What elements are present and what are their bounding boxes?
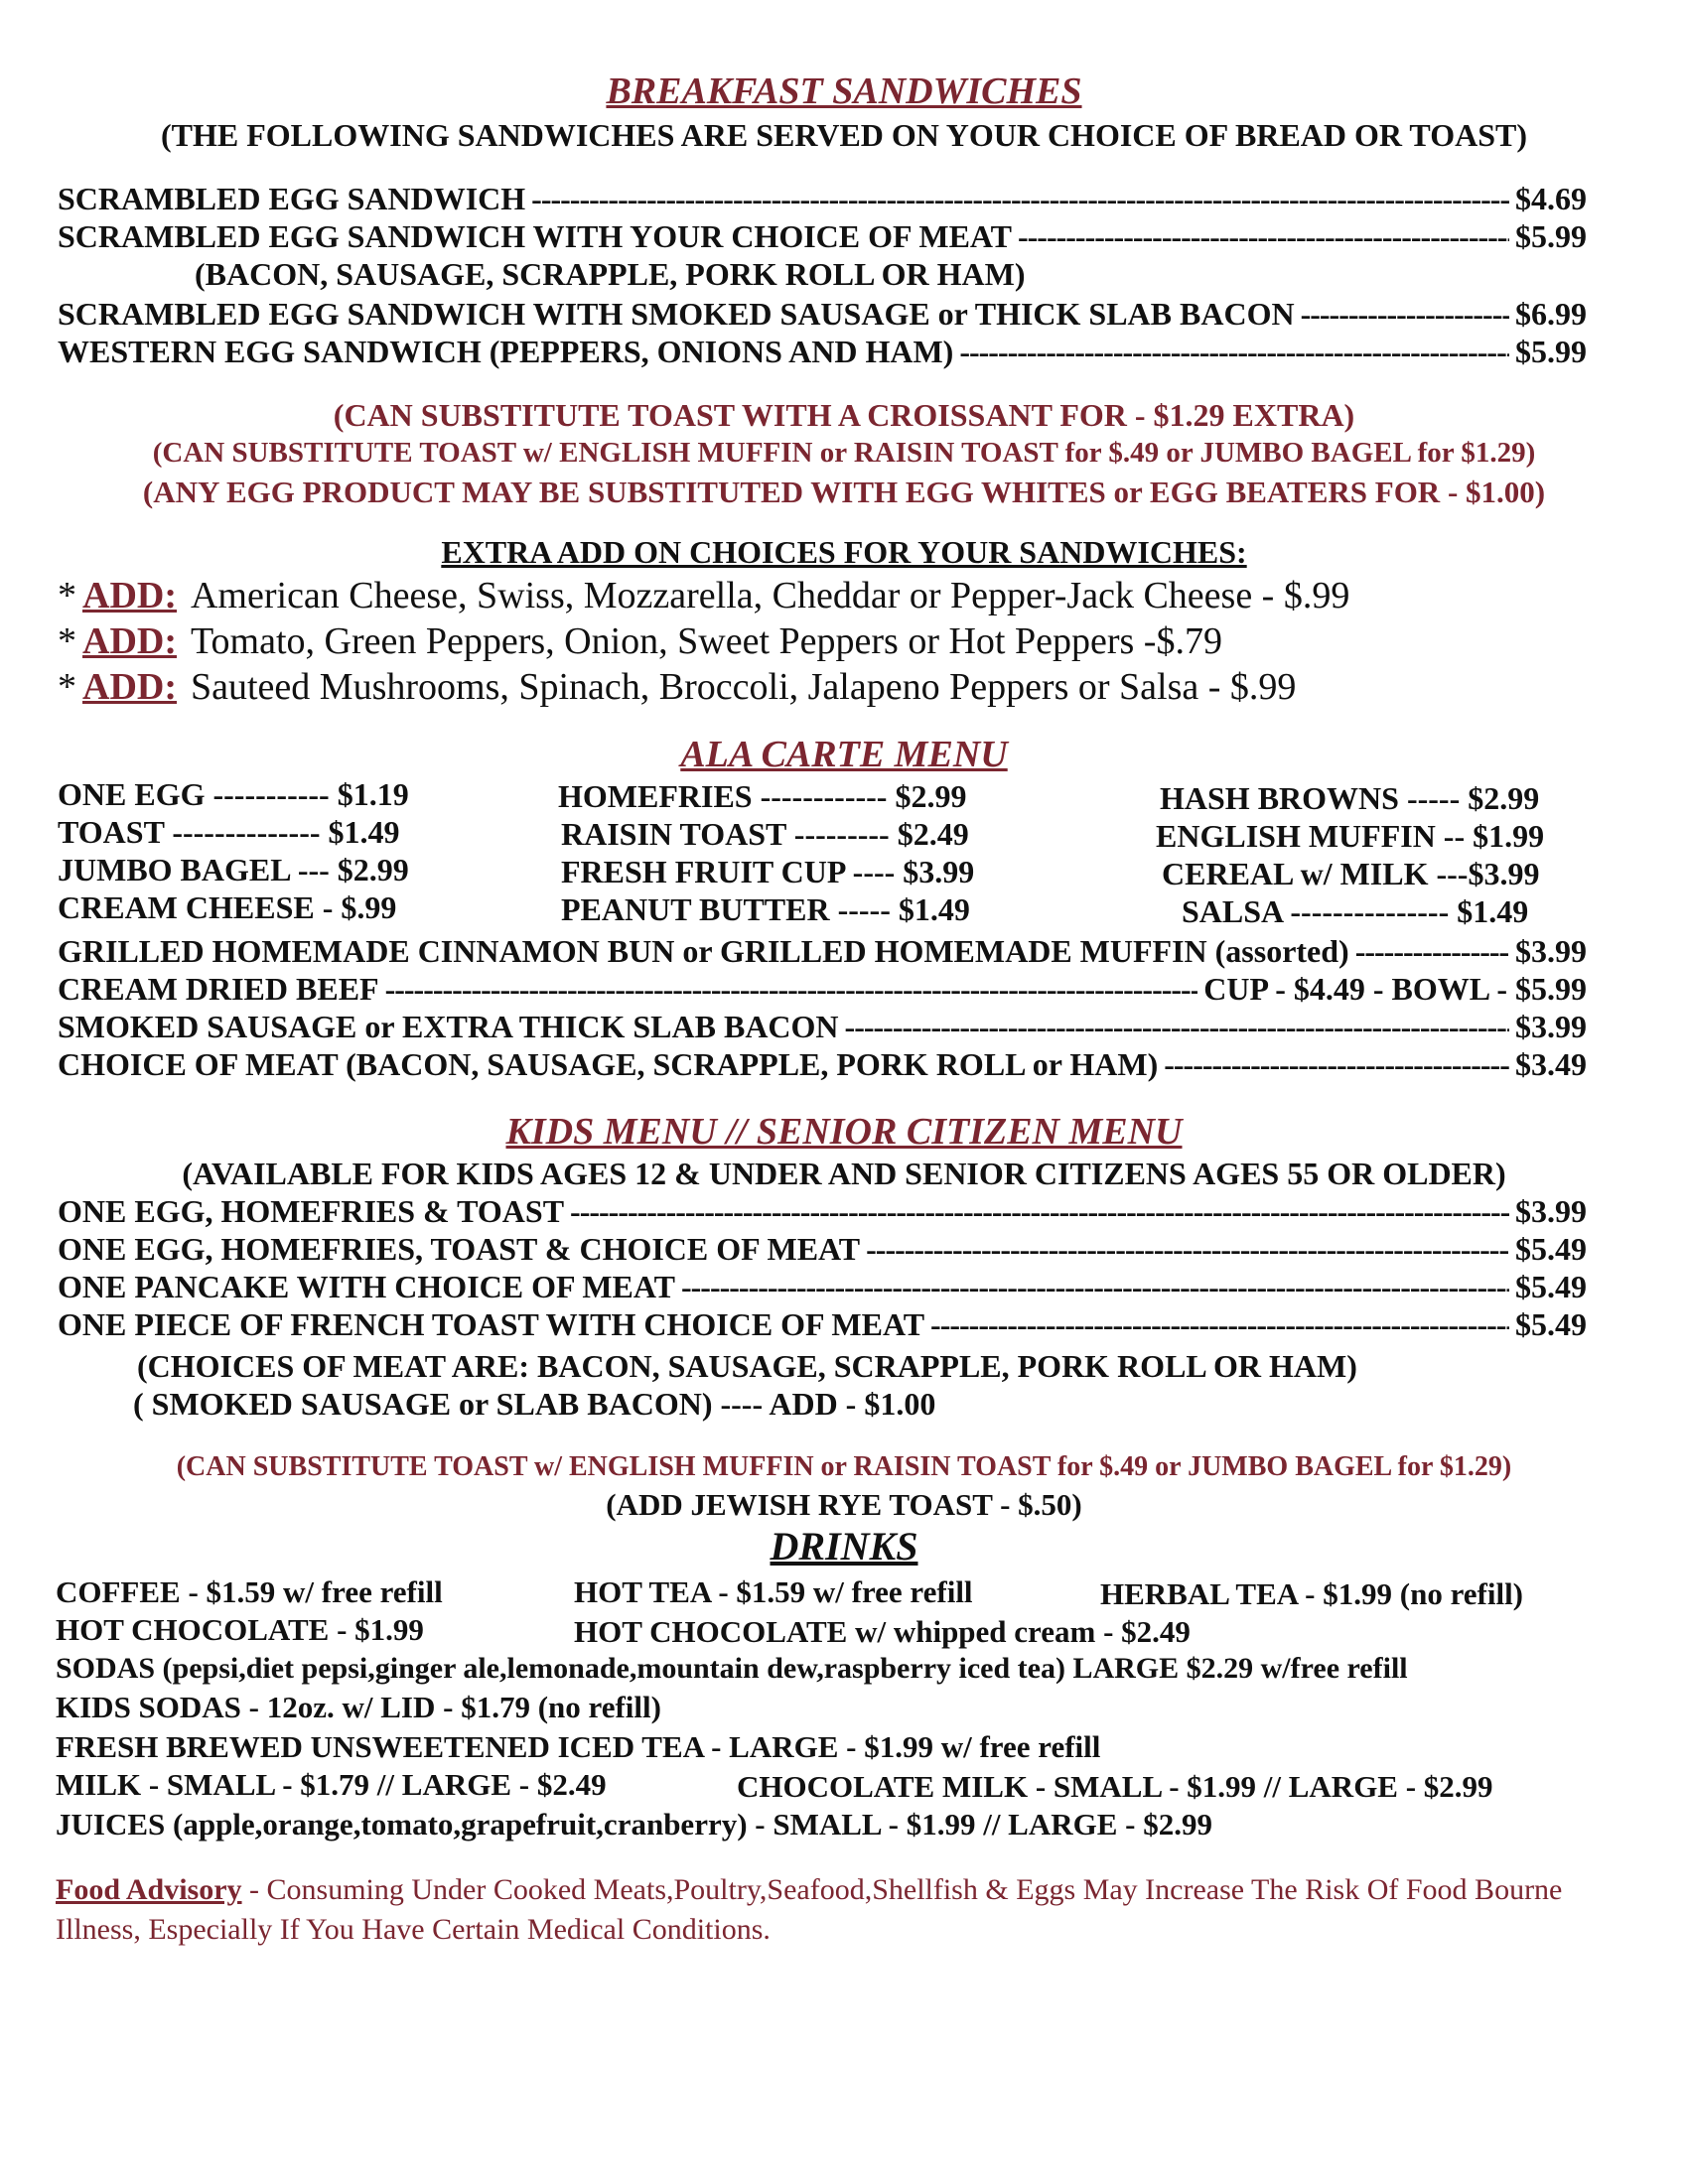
kids-subtitle: (AVAILABLE FOR KIDS AGES 12 & UNDER AND SENIOR CITIZENS AGES 55 OR OLDER): [182, 1156, 1506, 1191]
drink-item: HOT TEA - $1.59 w/ free refill: [574, 1574, 973, 1609]
muffin-substitution: (CAN SUBSTITUTE TOAST w/ ENGLISH MUFFIN or RAISIN TOAST for $.49 or JUMBO BAGEL for $1.29): [152, 437, 1536, 469]
item-price: $3.99: [1515, 1193, 1587, 1229]
dot-leader: [866, 1231, 1509, 1267]
menu-item: [58, 933, 1587, 969]
rye-note: (ADD JEWISH RYE TOAST - $.50): [606, 1487, 1082, 1522]
menu-item: [58, 296, 1587, 332]
item-name: WESTERN EGG SANDWICH (PEPPERS, ONIONS AND HAM): [58, 334, 954, 369]
drink-item: FRESH BREWED UNSWEETENED ICED TEA - LARGE - $1.99 w/ free refill: [56, 1729, 1101, 1764]
item-price: $3.49: [1515, 1046, 1587, 1082]
dot-leader: [531, 181, 1509, 216]
item-name: SCRAMBLED EGG SANDWICH WITH YOUR CHOICE OF MEAT: [58, 218, 1012, 254]
addon-line: [58, 574, 1349, 617]
alacarte-item: HASH BROWNS ----- $2.99: [1160, 780, 1540, 816]
drink-item: COFFEE - $1.59 w/ free refill: [56, 1574, 443, 1609]
item-name: CREAM DRIED BEEF: [58, 971, 379, 1007]
kids-substitution: (CAN SUBSTITUTE TOAST w/ ENGLISH MUFFIN or RAISIN TOAST for $.49 or JUMBO BAGEL for $1.29): [176, 1451, 1512, 1482]
menu-item: [58, 334, 1587, 369]
addon-line: [58, 665, 1296, 709]
item-price: $4.69: [1515, 181, 1587, 216]
drink-item: CHOCOLATE MILK - SMALL - $1.99 // LARGE - $2.99: [737, 1769, 1493, 1804]
drink-item: MILK - SMALL - $1.79 // LARGE - $2.49: [56, 1767, 607, 1802]
item-price: $5.99: [1515, 334, 1587, 369]
menu-item: [58, 1231, 1587, 1267]
item-price: $5.49: [1515, 1269, 1587, 1304]
item-name: CHOICE OF MEAT (BACON, SAUSAGE, SCRAPPLE, PORK ROLL or HAM): [58, 1046, 1159, 1082]
alacarte-item: CREAM CHEESE - $.99: [58, 889, 397, 925]
dot-leader: [1355, 933, 1509, 969]
menu-item: [58, 181, 1587, 216]
addon-text: Tomato, Green Peppers, Onion, Sweet Peppers or Hot Peppers -$.79: [190, 620, 1222, 662]
item-name: ONE EGG, HOMEFRIES, TOAST & CHOICE OF MEAT: [58, 1231, 861, 1267]
dot-leader: [1301, 296, 1509, 332]
add-label: ADD:: [82, 620, 177, 662]
item-price: $3.99: [1515, 933, 1587, 969]
item-price: $5.49: [1515, 1231, 1587, 1267]
addon-text: Sauteed Mushrooms, Spinach, Broccoli, Jalapeno Peppers or Salsa - $.99: [190, 666, 1297, 708]
alacarte-item: CEREAL w/ MILK ---$3.99: [1162, 856, 1540, 891]
alacarte-item: ENGLISH MUFFIN -- $1.99: [1156, 818, 1545, 854]
add-label: ADD:: [82, 575, 177, 616]
alacarte-item: PEANUT BUTTER ----- $1.49: [561, 891, 970, 927]
menu-item: [58, 1046, 1587, 1082]
croissant-substitution: (CAN SUBSTITUTE TOAST WITH A CROISSANT FOR - $1.29 EXTRA): [333, 397, 1355, 433]
item-name: ONE PIECE OF FRENCH TOAST WITH CHOICE OF MEAT: [58, 1306, 925, 1342]
bullet-star: *: [58, 575, 76, 616]
item-name: GRILLED HOMEMADE CINNAMON BUN or GRILLED HOMEMADE MUFFIN (assorted): [58, 933, 1349, 969]
advisory-label: Food Advisory: [56, 1873, 242, 1906]
dot-leader: [959, 334, 1509, 369]
advisory-text: - Consuming Under Cooked Meats,Poultry,Seafood,Shellfish & Eggs May Increase The Risk Of Food Bourne Illness, Especially If You Have Certain Medical Conditions.: [56, 1873, 1563, 1946]
menu-item: [58, 1269, 1587, 1304]
breakfast-title: BREAKFAST SANDWICHES: [606, 70, 1082, 112]
alacarte-item: RAISIN TOAST --------- $2.49: [561, 816, 969, 852]
item-name: SCRAMBLED EGG SANDWICH WITH SMOKED SAUSAGE or THICK SLAB BACON: [58, 296, 1295, 332]
extras-title: EXTRA ADD ON CHOICES FOR YOUR SANDWICHES:: [441, 534, 1247, 570]
bullet-star: *: [58, 666, 76, 708]
addon-text: American Cheese, Swiss, Mozzarella, Cheddar or Pepper-Jack Cheese - $.99: [190, 575, 1350, 616]
alacarte-item: TOAST -------------- $1.49: [58, 814, 400, 850]
drink-item: KIDS SODAS - 12oz. w/ LID - $1.79 (no refill): [56, 1690, 661, 1724]
alacarte-title: ALA CARTE MENU: [680, 734, 1008, 775]
alacarte-item: ONE EGG ----------- $1.19: [58, 776, 409, 812]
meat-add-note: ( SMOKED SAUSAGE or SLAB BACON) ---- ADD - $1.00: [133, 1386, 936, 1422]
item-name: ONE EGG, HOMEFRIES & TOAST: [58, 1193, 565, 1229]
dot-leader: [681, 1269, 1509, 1304]
menu-item: [58, 1009, 1587, 1044]
drinks-title: DRINKS: [770, 1524, 918, 1569]
item-price: $6.99: [1515, 296, 1587, 332]
item-name: SCRAMBLED EGG SANDWICH: [58, 181, 526, 216]
drink-item: HOT CHOCOLATE - $1.99: [56, 1612, 424, 1647]
meat-note: (BACON, SAUSAGE, SCRAPPLE, PORK ROLL OR HAM): [195, 256, 1026, 292]
item-price: $5.99: [1515, 218, 1587, 254]
menu-item: [58, 1306, 1587, 1342]
alacarte-item: JUMBO BAGEL --- $2.99: [58, 852, 409, 887]
bullet-star: *: [58, 620, 76, 662]
meat-choices-note: (CHOICES OF MEAT ARE: BACON, SAUSAGE, SCRAPPLE, PORK ROLL OR HAM): [137, 1348, 1357, 1384]
drink-item: SODAS (pepsi,diet pepsi,ginger ale,lemonade,mountain dew,raspberry iced tea) LARGE $2.29 w/free refill: [56, 1652, 1408, 1685]
drink-item: JUICES (apple,orange,tomato,grapefruit,cranberry) - SMALL - $1.99 // LARGE - $2.99: [56, 1807, 1212, 1842]
item-name: SMOKED SAUSAGE or EXTRA THICK SLAB BACON: [58, 1009, 839, 1044]
dot-leader: [570, 1193, 1509, 1229]
drink-item: HOT CHOCOLATE w/ whipped cream - $2.49: [574, 1614, 1191, 1649]
addon-line: [58, 619, 1222, 663]
breakfast-subtitle: (THE FOLLOWING SANDWICHES ARE SERVED ON YOUR CHOICE OF BREAD OR TOAST): [161, 117, 1527, 153]
dot-leader: [385, 971, 1198, 1007]
menu-item: [58, 218, 1587, 254]
alacarte-item: SALSA --------------- $1.49: [1182, 893, 1529, 929]
item-name: ONE PANCAKE WITH CHOICE OF MEAT: [58, 1269, 675, 1304]
dot-leader: [1164, 1046, 1509, 1082]
dot-leader: [845, 1009, 1509, 1044]
egg-substitution: (ANY EGG PRODUCT MAY BE SUBSTITUTED WITH EGG WHITES or EGG BEATERS FOR - $1.00): [142, 475, 1546, 509]
alacarte-item: HOMEFRIES ------------ $2.99: [558, 778, 967, 814]
alacarte-item: FRESH FRUIT CUP ---- $3.99: [561, 854, 975, 889]
add-label: ADD:: [82, 666, 177, 708]
kids-title: KIDS MENU // SENIOR CITIZEN MENU: [505, 1111, 1183, 1153]
item-price: $3.99: [1515, 1009, 1587, 1044]
drink-item: HERBAL TEA - $1.99 (no refill): [1100, 1576, 1524, 1611]
menu-item: [58, 971, 1587, 1007]
food-advisory: [56, 1870, 1605, 1950]
dot-leader: [1018, 218, 1509, 254]
dot-leader: [930, 1306, 1509, 1342]
menu-item: [58, 1193, 1587, 1229]
item-price: $5.49: [1515, 1306, 1587, 1342]
item-price: CUP - $4.49 - BOWL - $5.99: [1203, 971, 1587, 1007]
